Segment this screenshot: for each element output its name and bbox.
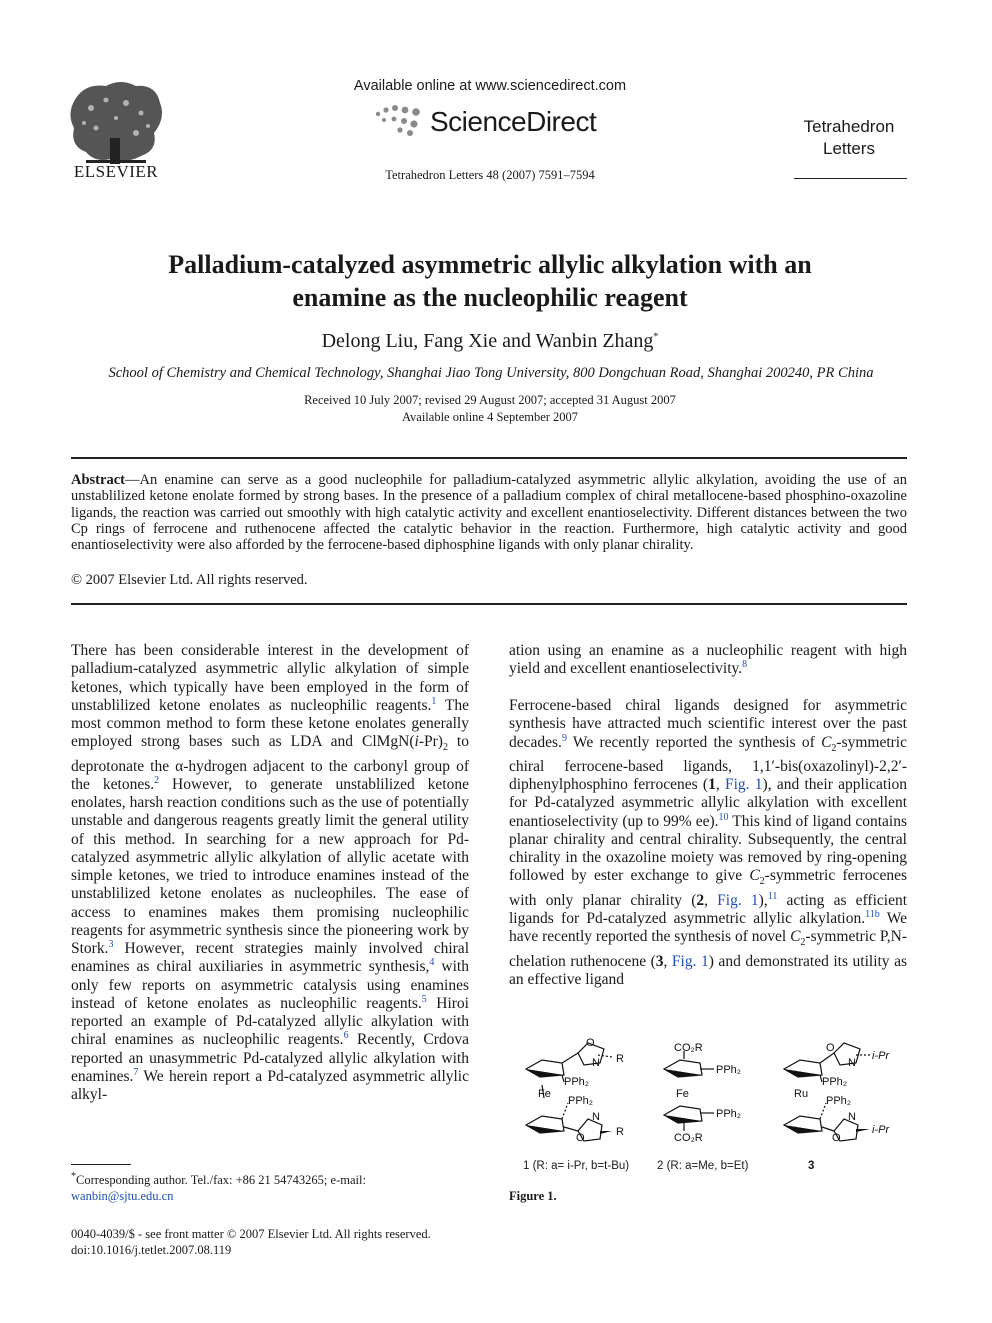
ref-link-8[interactable]: 8 — [742, 659, 748, 671]
body-text: acting as efficient ligands for Pd-catalyzed asymmetric allylic alkylation. — [509, 891, 908, 927]
fig-pph2: PPh₂ — [564, 1076, 590, 1088]
figure-caption-label: Figure 1. — [509, 1189, 557, 1203]
body-text: -symmetric P,N-chelation ruthenocene ( — [509, 928, 908, 970]
ref-link-11[interactable]: 11 — [767, 890, 778, 902]
body-text: However, to generate unstablilized ketone enolates, harsh reaction conditions such as the use of potentially unstable and dangerous reagents greatly limit the general utility of this method. In searching for a new approach for Pd-catalyzed asymmetric allylic alkylation of allylic acetate with simple ketones, we tried to introduce enamines instead of the unstablilized ketone enolates as nucleophiles. The ease of access to enamines makes them promising nucleophilic reagents for asymmetric synthesis since the pioneering work by Stork. — [71, 775, 469, 958]
body-text: This kind of ligand contains planar chirality and central chirality. Subsequently, the central chirality in the oxazoline moiety was removed by ring-opening followed by ester exchange to give — [509, 812, 907, 885]
fig-metal-ru: Ru — [794, 1088, 809, 1100]
footnote-rule — [71, 1164, 131, 1165]
front-matter-line1: 0040-4039/$ - see front matter © 2007 Elsevier Ltd. All rights reserved. — [71, 1227, 431, 1241]
ref-link-11b[interactable]: 11b — [865, 908, 880, 920]
body-column-left — [71, 642, 469, 1104]
fig-atom-o: O — [576, 1132, 585, 1144]
affiliation: School of Chemistry and Chemical Technology, Shanghai Jiao Tong University, 800 Dongchuan Road, Shanghai 200240, PR China — [108, 365, 874, 381]
ref-link-6[interactable]: 6 — [343, 1030, 349, 1042]
body-column-right — [509, 697, 907, 989]
body-subscript: 2 — [442, 742, 448, 754]
body-column-right-top — [509, 642, 907, 679]
structure-2 — [664, 1051, 714, 1131]
fig-atom-o: O — [832, 1132, 841, 1144]
title-line2: enamine as the nucleophilic reagent — [292, 283, 688, 312]
ref-link-5[interactable]: 5 — [421, 993, 427, 1005]
abstract-label: Abstract — [71, 472, 125, 488]
compound-2-label: 2 (R: a=Me, b=Et) — [657, 1160, 749, 1172]
abstract-text: —An enamine can serve as a good nucleophile for palladium-catalyzed asymmetric allylic alkylation, avoiding the use of an unstablilized ketone enolate formed by strong bases. In the presence of a palladium complex of chiral metallocene-based phosphino-oxazoline ligands, the reaction was carried out smoothly with high catalytic activity and excellent enantioselectivity. Different distances between the two Cp rings of ferrocene and ruthenocene affected the catalytic behavior in the reaction. Furthermore, high catalytic activity and good enantioselectivity were also afforded by the ferrocene-based diphosphine ligands with only planar chirality. — [71, 472, 907, 554]
body-text: -symmetric ferrocenes with only planar chirality ( — [509, 867, 907, 909]
fig-substituent-ipr: i-Pr — [872, 1124, 890, 1136]
ref-link-10[interactable]: 10 — [718, 811, 729, 823]
ref-link-7[interactable]: 7 — [133, 1066, 139, 1078]
journal-citation: Tetrahedron Letters 48 (2007) 7591–7594 — [385, 168, 595, 182]
body-text-italic: C — [749, 867, 760, 885]
compound-1-label: 1 (R: a= i-Pr, b=t-Bu) — [523, 1160, 630, 1172]
available-online-line[interactable]: Available online at www.sciencedirect.com — [353, 78, 627, 94]
abstract-bottom-rule — [71, 603, 907, 605]
journal-name-line1: Tetrahedron — [803, 117, 895, 136]
fig-atom-n: N — [848, 1111, 856, 1123]
body-text-italic: C — [790, 928, 801, 946]
sciencedirect-dots-icon — [370, 102, 430, 138]
body-subscript: 2 — [759, 876, 765, 888]
ref-link-3[interactable]: 3 — [108, 938, 114, 950]
footnote-mark: * — [71, 1170, 76, 1182]
footnote-text: Corresponding author. Tel./fax: +86 21 54743265; e-mail: — [76, 1173, 366, 1187]
body-text: , — [704, 891, 718, 909]
compound-3-label: 3 — [808, 1160, 815, 1172]
abstract-copyright: © 2007 Elsevier Ltd. All rights reserved. — [71, 572, 308, 588]
body-text: We herein report a Pd-catalyzed asymmetric allylic alkyl- — [71, 1067, 469, 1104]
fig-atom-n: N — [848, 1057, 856, 1069]
figure-compound-labels — [509, 1160, 909, 1178]
history-dates: Received 10 July 2007; revised 29 August 2007; accepted 31 August 2007 — [304, 393, 676, 407]
title-line1: Palladium-catalyzed asymmetric allylic alkylation with an — [168, 250, 812, 279]
article-title — [70, 248, 910, 314]
ref-link-4[interactable]: 4 — [429, 957, 435, 969]
corresponding-author-mark[interactable]: * — [653, 331, 659, 343]
doi[interactable]: doi:10.1016/j.tetlet.2007.08.119 — [71, 1243, 232, 1257]
sciencedirect-wordmark: ScienceDirect — [430, 106, 597, 137]
body-text: The most common method to form these ketone enolates generally employed strong bases such as LDA and ClMgN( — [71, 696, 469, 751]
abstract — [71, 472, 907, 553]
body-text: We have recently reported the synthesis of novel — [509, 909, 907, 946]
figure-link[interactable]: Fig. 1 — [717, 891, 759, 909]
available-online-date: Available online 4 September 2007 — [401, 410, 579, 424]
fig-pph2: PPh₂ — [716, 1064, 742, 1076]
fig-substituent-r: R — [616, 1053, 624, 1065]
compound-number: 2 — [696, 891, 705, 909]
body-text: However, recent strategies mainly involved chiral enamines as chiral auxiliaries in asymmetric synthesis, — [71, 940, 469, 976]
body-text: , — [663, 952, 672, 970]
journal-name — [790, 116, 908, 160]
compound-number: 3 — [655, 952, 664, 970]
body-text: ) and demonstrated its utility as an effective ligand — [509, 952, 907, 988]
fig-co2r: CO₂R — [674, 1042, 703, 1054]
publisher-logo-word: ELSEVIER — [73, 162, 159, 181]
fig-atom-n: N — [592, 1111, 600, 1123]
body-text: Hiroi reported an example of Pd-catalyzed allylic alkylation with chiral enamines as nucleophilic reagents. — [71, 994, 469, 1049]
fig-pph2: PPh₂ — [822, 1076, 848, 1088]
body-text: ), and their application for Pd-catalyzed asymmetric allylic alkylation with excellent enantioselectivity (up to 99% ee). — [509, 776, 908, 830]
body-text-italic: C — [821, 733, 832, 751]
body-subscript: 2 — [831, 742, 837, 754]
body-text: -Pr) — [418, 733, 443, 751]
corresponding-author-footnote — [71, 1172, 471, 1204]
fig-atom-o: O — [586, 1037, 595, 1049]
body-text: with only few reports on asymmetric catalysis using enamines instead of ketone enolates as nucleophilic reagents. — [71, 958, 469, 1012]
abstract-top-rule — [71, 457, 907, 459]
fig-pph2: PPh₂ — [716, 1108, 742, 1120]
ref-link-1[interactable]: 1 — [431, 695, 437, 707]
body-text: ), — [758, 891, 768, 909]
journal-name-line2: Letters — [823, 139, 875, 158]
body-text: We recently reported the synthesis of — [566, 733, 822, 751]
body-text: -symmetric chiral ferrocene-based ligands, 1,1′-bis(oxazolinyl)-2,2′-diphenylphosphino ferrocenes ( — [509, 733, 907, 794]
body-text: , — [715, 776, 725, 794]
fig-metal-fe: Fe — [676, 1088, 689, 1100]
body-text: There has been considerable interest in the development of palladium-catalyzed asymmetric allylic alkylation of simple ketones, which typically have been employed in the form of unstablilized ketone enolates as nucleophilic reagents. — [71, 642, 469, 714]
journal-name-rule — [794, 178, 907, 179]
ref-link-2[interactable]: 2 — [154, 774, 160, 786]
figure-link[interactable]: Fig. 1 — [724, 776, 763, 794]
body-text: Ferrocene-based chiral ligands designed for asymmetric synthesis have attracted much scientific interest over the past decades. — [509, 697, 907, 751]
fig-metal-fe: Fe — [538, 1088, 551, 1100]
body-text: to deprotonate the α-hydrogen adjacent to the carbonyl group of the ketones. — [71, 733, 469, 793]
fig-substituent-r: R — [616, 1126, 624, 1138]
figure-1-structures — [512, 1035, 912, 1160]
compound-number: 1 — [708, 776, 716, 794]
fig-substituent-ipr: i-Pr — [872, 1050, 890, 1062]
ref-link-9[interactable]: 9 — [561, 732, 567, 744]
body-text-italic: i — [414, 733, 419, 751]
fig-co2r: CO₂R — [674, 1132, 703, 1144]
body-text: ation using an enamine as a nucleophilic reagent with high yield and excellent enantioselectivity. — [509, 642, 907, 678]
email-link[interactable]: wanbin@sjtu.edu.cn — [71, 1189, 174, 1203]
author-list — [70, 330, 910, 353]
fig-pph2: PPh₂ — [826, 1095, 852, 1107]
body-text: Recently, Crdova reported an unasymmetric Pd-catalyzed allylic alkylation with enamines. — [71, 1031, 469, 1085]
fig-atom-o: O — [826, 1042, 835, 1054]
front-matter — [71, 1226, 491, 1258]
body-subscript: 2 — [800, 937, 806, 949]
fig-atom-n: N — [592, 1057, 600, 1069]
fig-pph2: PPh₂ — [568, 1095, 594, 1107]
figure-link[interactable]: Fig. 1 — [671, 952, 709, 970]
authors-text: Delong Liu, Fang Xie and Wanbin Zhang — [321, 330, 654, 352]
